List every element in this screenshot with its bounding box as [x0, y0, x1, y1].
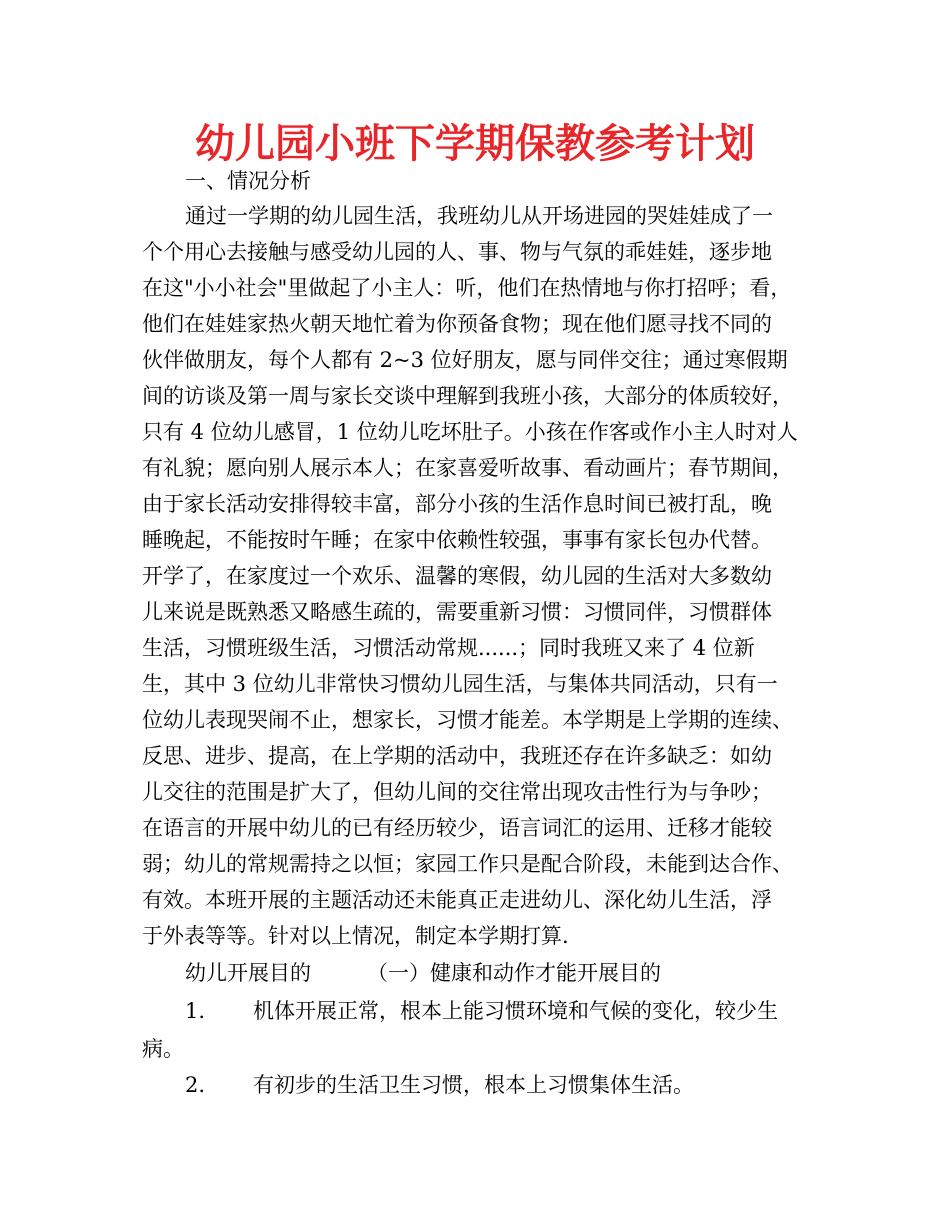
paragraph-line: 有礼貌；愿向别人展示本人；在家喜爱听故事、看动画片；春节期间，: [142, 456, 793, 480]
paragraph-line: 于外表等等。针对以上情况，制定本学期打算.: [142, 924, 569, 948]
list-item-continuation: 病。: [142, 1037, 184, 1061]
paragraph-line: 生活，习惯班级生活，习惯活动常规......；同时我班又来了 4 位新: [142, 636, 755, 660]
list-item-number: 2.: [185, 1073, 206, 1097]
paragraph-line: 睡晚起，不能按时午睡；在家中依赖性较强，事事有家长包办代替。: [142, 528, 772, 552]
paragraph-line: 位幼儿表现哭闹不止，想家长，习惯才能差。本学期是上学期的连续、: [142, 708, 793, 732]
paragraph-line: 他们在娃娃家热火朝天地忙着为你预备食物；现在他们愿寻找不同的: [142, 312, 772, 336]
paragraph-line: 通过一学期的幼儿园生活，我班幼儿从开场进园的哭娃娃成了一: [185, 204, 773, 228]
document-title: 幼儿园小班下学期保教参考计划: [195, 121, 755, 167]
paragraph-line: 儿交往的范围是扩大了，但幼儿间的交往常出现攻击性行为与争吵；: [142, 780, 772, 804]
paragraph-line: 儿来说是既熟悉又略感生疏的，需要重新习惯：习惯同伴，习惯群体: [142, 600, 772, 624]
paragraph-line: 有效。本班开展的主题活动还未能真正走进幼儿、深化幼儿生活，浮: [142, 888, 772, 912]
paragraph-line: 个个用心去接触与感受幼儿园的人、事、物与气氛的乖娃娃，逐步地: [142, 240, 772, 264]
section-heading: 一、情况分析: [185, 169, 311, 193]
goals-heading: 幼儿开展目的: [185, 961, 311, 985]
paragraph-line: 在这"小小社会"里做起了小主人：听，他们在热情地与你打招呼；看，: [142, 276, 792, 300]
paragraph-line: 开学了，在家度过一个欢乐、温馨的寒假，幼儿园的生活对大多数幼: [142, 564, 772, 588]
paragraph-line: 反思、进步、提高，在上学期的活动中，我班还存在许多缺乏：如幼: [142, 744, 772, 768]
list-item-text: 有初步的生活卫生习惯，根本上习惯集体生活。: [253, 1073, 695, 1097]
paragraph-line: 在语言的开展中幼儿的已有经历较少，语言词汇的运用、迁移才能较: [142, 816, 772, 840]
paragraph-line: 弱；幼儿的常规需持之以恒；家园工作只是配合阶段，未能到达合作、: [142, 852, 793, 876]
paragraph-line: 伙伴做朋友，每个人都有 2~3 位好朋友，愿与同伴交往；通过寒假期: [142, 348, 788, 372]
paragraph-line: 只有 4 位幼儿感冒，1 位幼儿吃坏肚子。小孩在作客或作小主人时对人: [142, 420, 798, 444]
list-item: [185, 1070, 694, 1100]
paragraph-line: 间的访谈及第一周与家长交谈中理解到我班小孩，大部分的体质较好，: [142, 384, 793, 408]
list-item-text: 机体开展正常，根本上能习惯环境和气候的变化，较少生: [253, 999, 779, 1023]
goals-subheading: （一）健康和动作才能开展目的: [367, 961, 661, 985]
list-item-number: 1.: [185, 999, 206, 1023]
paragraph-line: 生，其中 3 位幼儿非常快习惯幼儿园生活，与集体共同活动，只有一: [142, 672, 778, 696]
paragraph-line: 由于家长活动安排得较丰富，部分小孩的生活作息时间已被打乱，晚: [142, 492, 772, 516]
list-item: [185, 996, 778, 1026]
goals-heading-line: [185, 958, 661, 988]
